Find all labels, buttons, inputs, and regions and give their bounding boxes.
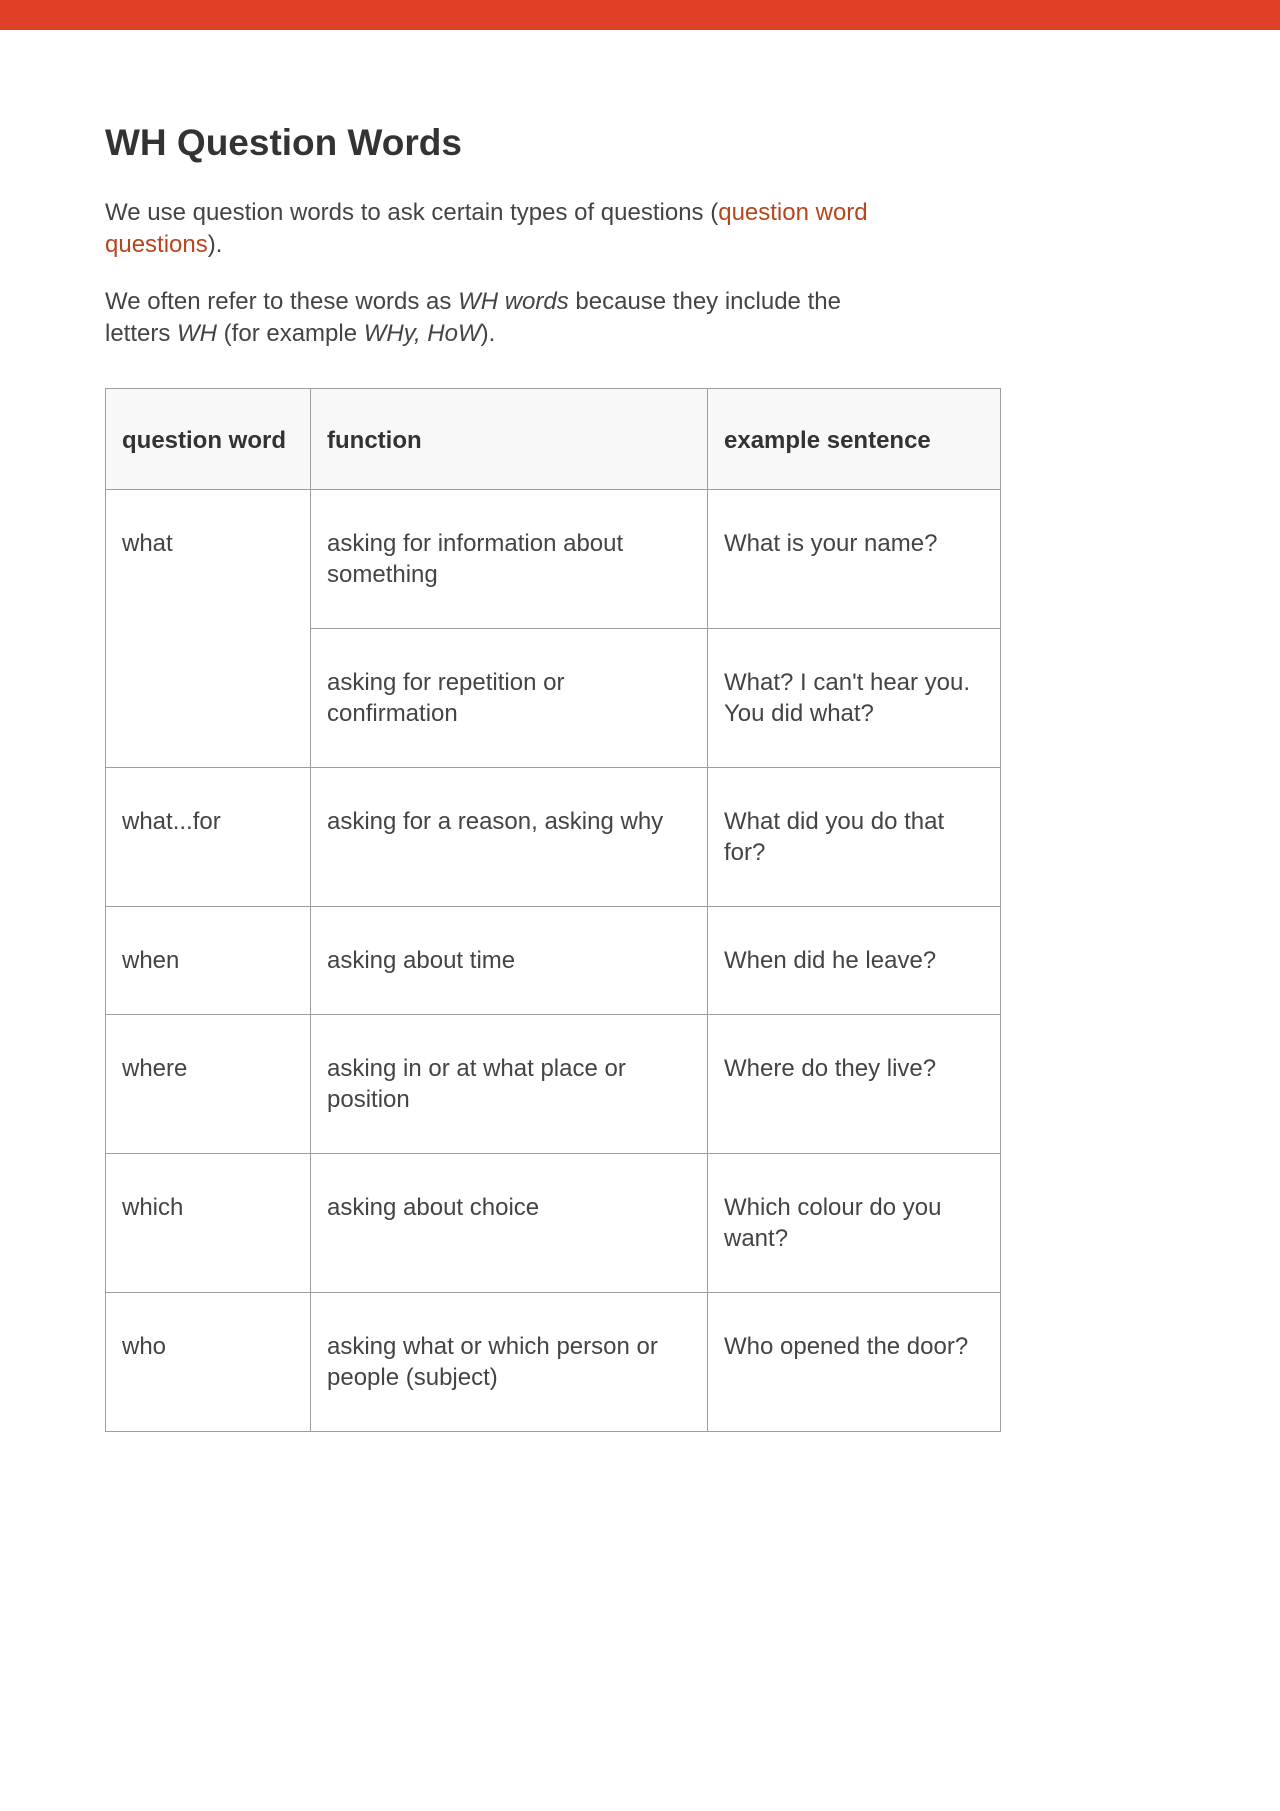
question-word-cell: what [106, 489, 311, 767]
text-segment: ). [480, 319, 496, 347]
table-header-row [106, 388, 1001, 489]
intro-paragraph-2 [105, 286, 910, 350]
example-sentence-cell: Which colour do you want? [708, 1153, 1001, 1292]
table-row [106, 767, 1001, 906]
example-sentence-cell: What is your name? [708, 489, 1001, 628]
site-header-bar [0, 0, 1280, 30]
text-segment: because they include the letters [105, 287, 841, 347]
text-segment: ). [207, 230, 223, 258]
example-sentence-cell: Where do they live? [708, 1014, 1001, 1153]
column-header-question-word: question word [106, 388, 311, 489]
table-header-row [106, 388, 1001, 489]
question-word-cell: which [106, 1153, 311, 1292]
table-row [106, 489, 1001, 628]
question-word-cell: where [106, 1014, 311, 1153]
function-cell: asking for repetition or confirmation [311, 628, 708, 767]
column-header-example-sentence: example sentence [708, 388, 1001, 489]
table-row [106, 906, 1001, 1014]
question-word-cell: what...for [106, 767, 311, 906]
function-cell: asking for information about something [311, 489, 708, 628]
function-cell: asking for a reason, asking why [311, 767, 708, 906]
text-segment: WH words [458, 287, 569, 315]
question-word-cell: who [106, 1292, 311, 1431]
text-segment: WHy, HoW [363, 319, 481, 347]
example-sentence-cell: Who opened the door? [708, 1292, 1001, 1431]
function-cell: asking about choice [311, 1153, 708, 1292]
table-row [106, 1014, 1001, 1153]
function-cell: asking about time [311, 906, 708, 1014]
page-content [105, 30, 1000, 1432]
example-sentence-cell: What? I can't hear you. You did what? [708, 628, 1001, 767]
text-segment: WH [177, 319, 218, 347]
function-cell: asking what or which person or people (subject) [311, 1292, 708, 1431]
function-cell: asking in or at what place or position [311, 1014, 708, 1153]
table-row [106, 1153, 1001, 1292]
question-word-cell: when [106, 906, 311, 1014]
example-sentence-cell: What did you do that for? [708, 767, 1001, 906]
text-segment: We use question words to ask certain types of questions ( [105, 198, 719, 226]
intro-paragraph-1 [105, 197, 910, 261]
text-segment: (for example [217, 319, 364, 347]
table-row [106, 1292, 1001, 1431]
example-sentence-cell: When did he leave? [708, 906, 1001, 1014]
question-words-table [105, 388, 1001, 1432]
text-segment: We often refer to these words as [105, 287, 459, 315]
page-title: WH Question Words [105, 122, 462, 163]
column-header-function: function [311, 388, 708, 489]
question-word-questions-link[interactable]: question word questions [105, 198, 868, 258]
